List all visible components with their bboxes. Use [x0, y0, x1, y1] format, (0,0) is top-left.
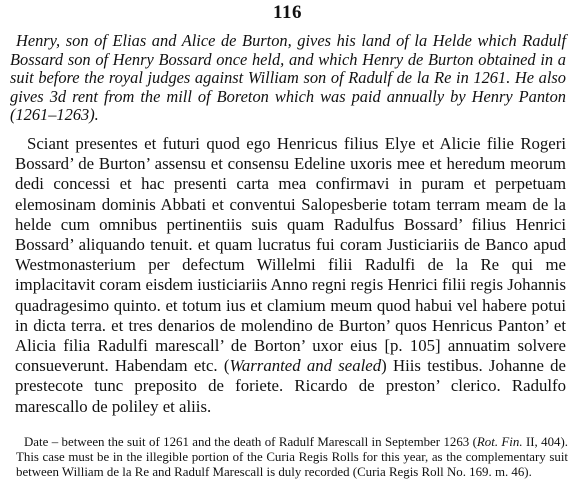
note-reference: Rot. Fin. — [476, 435, 523, 449]
page-number: 116 — [273, 2, 302, 23]
note-part-1: Date – between the suit of 1261 and the death of Radulf Marescall in September 1263 ( — [24, 435, 477, 449]
charter-summary: Henry, son of Elias and Alice de Burton, gives his land of la Helde which Radulf Bossard son of Henry Bossard once held, and which Henry de Burton obtained in a suit before the royal judges against William son of Radulf de la Re in 1261. He also gives 3d rent from the mill of Boreton which was paid annually by Henry Panton (1261–1263). — [10, 31, 566, 125]
charter-text-part-1: Sciant presentes et futuri quod ego Henricus filius Elye et Alicie filie Rogeri Bossard’ de Burton’ assensu et consensu Edeline uxoris mee et heredum meorum dedi concessi et hac presenti carta mea confirmavi in puram et perpetuam elemosinam dominis Abbati et conventui Salopesberie totam terram meam de la helde cum omnibus pertinentiis suis quam Radulfus Bossard’ filius Henrici Bossard’ aliquando tenuit. et quam lucratus fui coram Justiciariis de Banco apud Westmonasterium per defectum Willelmi filii Radulfi de la Re qui me implacitavit coram eisdem iusticiariis Anno regni regis Henrici filii regis Johannis quadragesimo quinto. et totum ius et clamium meum quod habui vel habere potui in dicta terra. et tres denarios de molendino de Burton’ quos Henricus Panton’ et Alicia filia Radulfi marescall’ de Borton’ uxor eius [p. 105] annuatim solvere consueverunt. Habendam etc. ( — [15, 134, 566, 376]
dating-note — [16, 435, 568, 480]
warranted-note: Warranted and sealed — [229, 356, 382, 376]
charter-text — [15, 134, 566, 417]
note-part-2: II, 404). This case must be in the illegible portion of the Curia Regis Rolls for this year, as the complementary suit between William de la Re and Radulf Marescall is duly recorded (Curia Regis Roll No. 169. m. 46). — [16, 435, 568, 479]
charter-text-part-2: ) Hiis testibus. Johanne de prestecote tunc preposito de foriete. Ricardo de preston’ clerico. Radulfo marescallo de poliley et aliis. — [15, 356, 566, 416]
